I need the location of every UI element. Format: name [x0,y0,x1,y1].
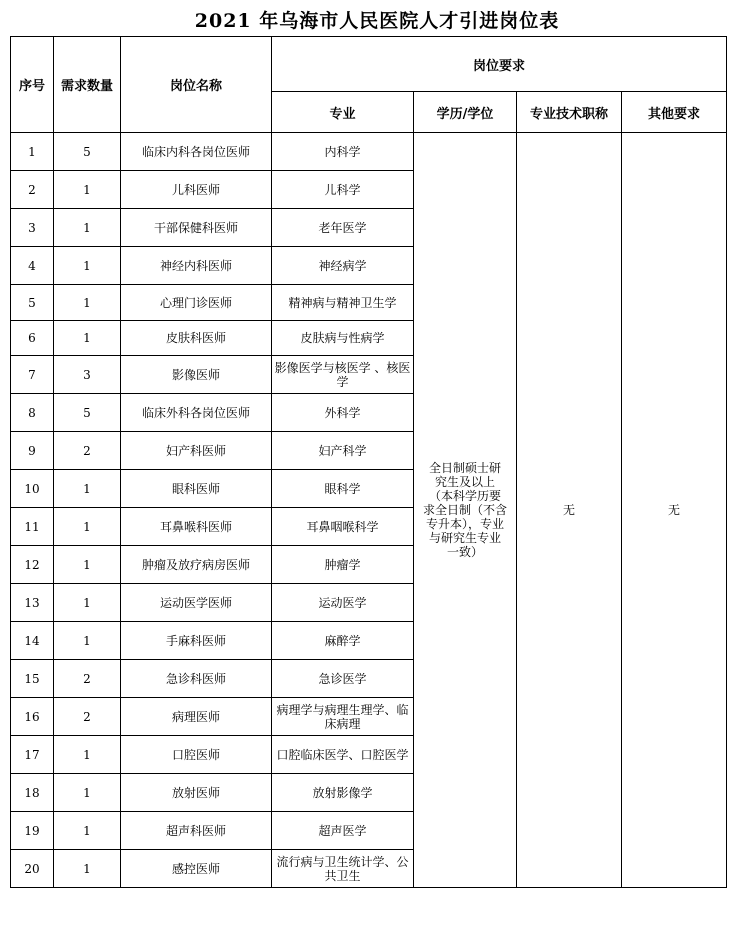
row-seq: 16 [11,698,54,736]
row-count: 1 [54,812,121,850]
education-requirement-line: 专升本），专业 [425,517,504,531]
header-position: 岗位名称 [121,37,272,133]
row-seq: 13 [11,584,54,622]
row-position: 运动医学医师 [121,584,272,622]
row-count: 1 [54,247,121,285]
header-education: 学历/学位 [414,92,517,133]
row-seq: 12 [11,546,54,584]
row-count: 1 [54,171,121,209]
other-requirement: 无 [622,133,727,888]
education-requirement-line: 与研究生专业 [428,531,501,545]
row-major: 口腔临床医学、口腔医学 [272,736,414,774]
row-seq: 14 [11,622,54,660]
row-count: 5 [54,394,121,432]
row-major: 运动医学 [272,584,414,622]
row-position: 病理医师 [121,698,272,736]
table-header [11,37,727,133]
row-count: 1 [54,508,121,546]
education-requirement-line: 全日制硕士研 [428,461,501,475]
row-count: 2 [54,660,121,698]
row-seq: 19 [11,812,54,850]
row-count: 2 [54,432,121,470]
row-count: 1 [54,622,121,660]
row-major: 麻醉学 [272,622,414,660]
row-seq: 9 [11,432,54,470]
row-position: 耳鼻喉科医师 [121,508,272,546]
row-major: 神经病学 [272,247,414,285]
education-requirement-line: 究生及以上 [434,475,495,489]
row-seq: 6 [11,321,54,356]
row-major: 超声医学 [272,812,414,850]
row-seq: 3 [11,209,54,247]
row-major: 放射影像学 [272,774,414,812]
row-major: 妇产科学 [272,432,414,470]
row-position: 放射医师 [121,774,272,812]
row-position: 手麻科医师 [121,622,272,660]
row-seq: 5 [11,285,54,321]
row-position: 超声科医师 [121,812,272,850]
row-seq: 4 [11,247,54,285]
row-count: 1 [54,736,121,774]
row-count: 1 [54,209,121,247]
row-count: 1 [54,285,121,321]
row-seq: 10 [11,470,54,508]
row-count: 1 [54,850,121,888]
header-count: 需求数量 [54,37,121,133]
table-row [11,133,727,171]
row-count: 1 [54,321,121,356]
row-major: 耳鼻咽喉科学 [272,508,414,546]
education-requirement-line: 求全日制（不含 [422,503,507,517]
row-position: 临床内科各岗位医师 [121,133,272,171]
row-position: 妇产科医师 [121,432,272,470]
row-major: 病理学与病理生理学、临床病理 [272,698,414,736]
row-seq: 17 [11,736,54,774]
row-position: 急诊科医师 [121,660,272,698]
row-count: 1 [54,774,121,812]
row-major: 流行病与卫生统计学、公共卫生 [272,850,414,888]
row-major: 老年医学 [272,209,414,247]
row-major: 皮肤病与性病学 [272,321,414,356]
row-major: 眼科学 [272,470,414,508]
header-title-level: 专业技术职称 [517,92,622,133]
row-seq: 8 [11,394,54,432]
row-major: 内科学 [272,133,414,171]
header-requirements: 岗位要求 [272,37,727,92]
education-requirement [414,133,517,888]
row-position: 心理门诊医师 [121,285,272,321]
row-position: 肿瘤及放疗病房医师 [121,546,272,584]
row-position: 干部保健科医师 [121,209,272,247]
row-seq: 11 [11,508,54,546]
row-major: 外科学 [272,394,414,432]
row-count: 1 [54,584,121,622]
row-count: 1 [54,470,121,508]
education-requirement-line: 一致） [446,545,483,559]
page-title: 2021 年乌海市人民医院人才引进岗位表 [194,10,560,32]
row-count: 5 [54,133,121,171]
row-seq: 2 [11,171,54,209]
row-seq: 18 [11,774,54,812]
positions-table [10,36,727,888]
title-requirement: 无 [517,133,622,888]
row-count: 1 [54,546,121,584]
row-seq: 15 [11,660,54,698]
row-seq: 1 [11,133,54,171]
table-body [11,133,727,888]
row-position: 神经内科医师 [121,247,272,285]
row-position: 儿科医师 [121,171,272,209]
row-position: 影像医师 [121,356,272,394]
row-count: 3 [54,356,121,394]
row-position: 口腔医师 [121,736,272,774]
row-major: 影像医学与核医学 、核医学 [272,356,414,394]
row-position: 皮肤科医师 [121,321,272,356]
row-seq: 7 [11,356,54,394]
row-major: 急诊医学 [272,660,414,698]
row-major: 肿瘤学 [272,546,414,584]
header-other: 其他要求 [622,92,727,133]
row-major: 精神病与精神卫生学 [272,285,414,321]
row-position: 临床外科各岗位医师 [121,394,272,432]
header-seq: 序号 [11,37,54,133]
education-requirement-line: （本科学历要 [428,489,501,503]
row-major: 儿科学 [272,171,414,209]
row-seq: 20 [11,850,54,888]
header-major: 专业 [272,92,414,133]
row-position: 感控医师 [121,850,272,888]
row-position: 眼科医师 [121,470,272,508]
row-count: 2 [54,698,121,736]
